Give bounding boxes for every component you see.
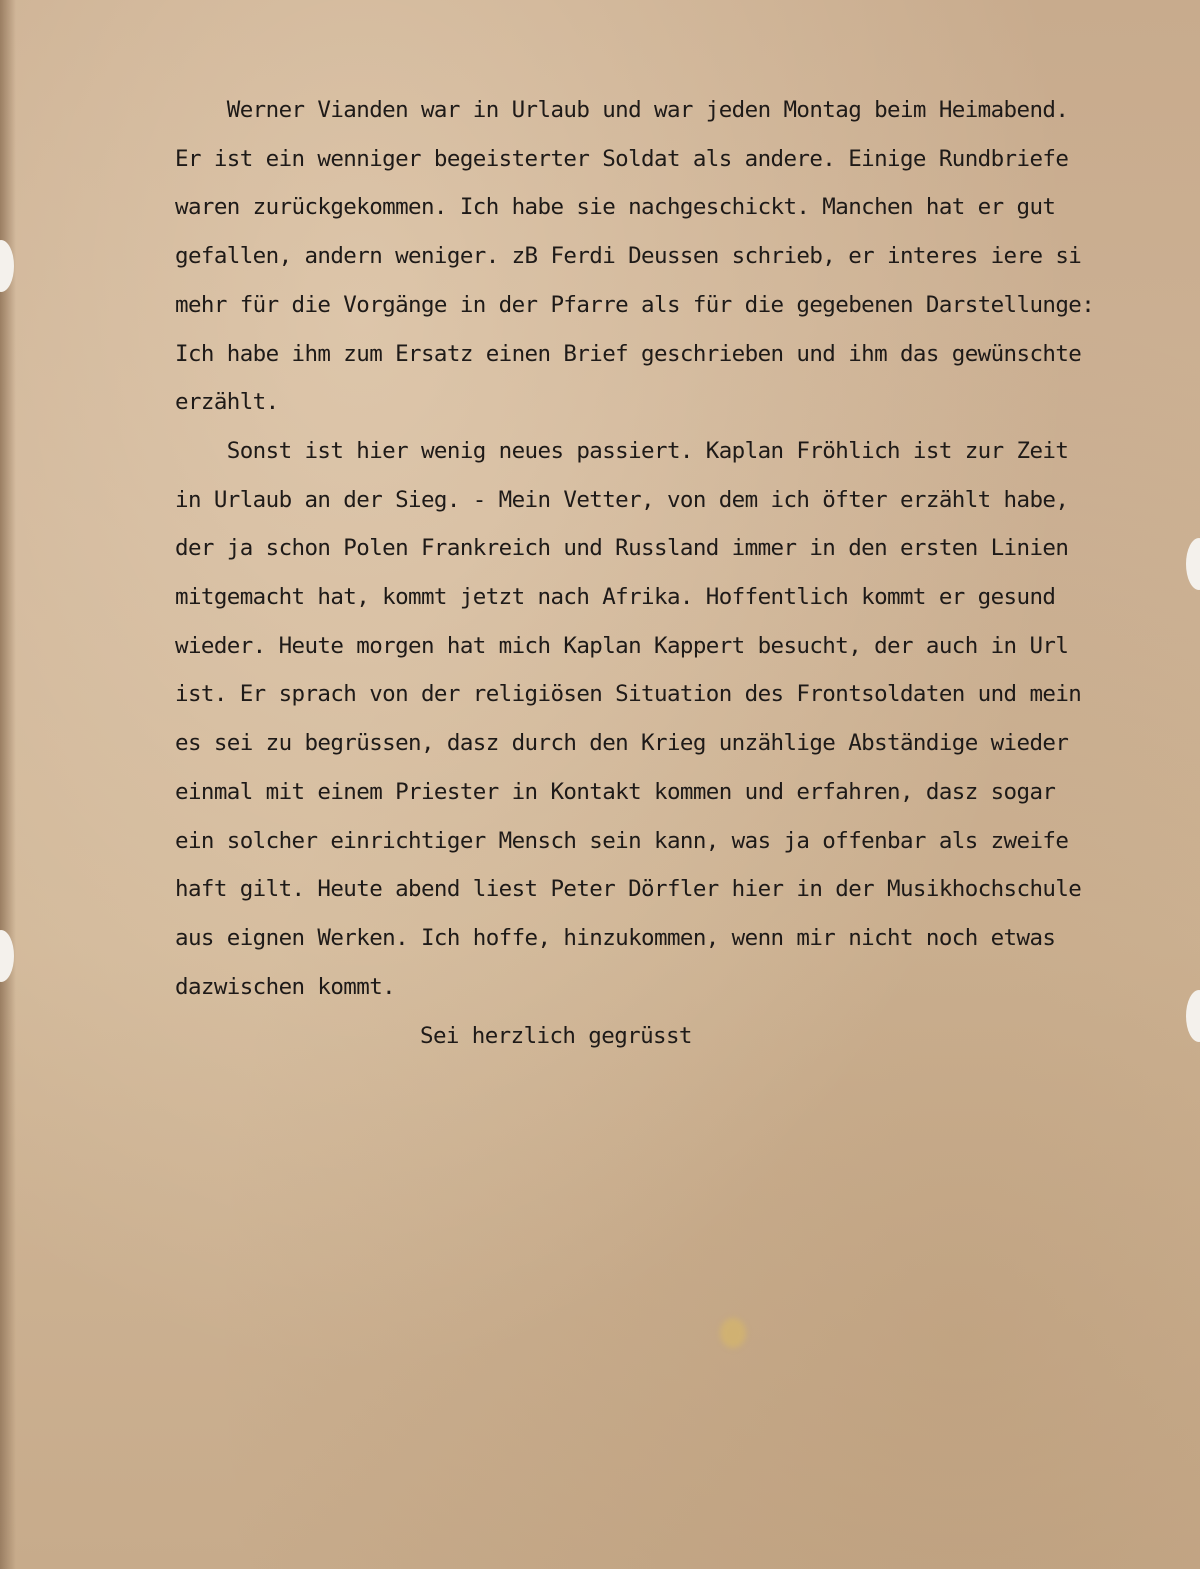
text-line: der ja schon Polen Frankreich und Russland immer in den ersten Linien (175, 535, 1069, 562)
text-line: Sonst ist hier wenig neues passiert. Kaplan Fröhlich ist zur Zeit (175, 437, 1069, 464)
text-line: ein solcher einrichtiger Mensch sein kann, was ja offenbar als zweife (175, 827, 1069, 854)
text-line: aus eignen Werken. Ich hoffe, hinzukommen, wenn mir nicht noch etwas (175, 924, 1056, 951)
text-line: in Urlaub an der Sieg. - Mein Vetter, von dem ich öfter erzählt habe, (175, 486, 1069, 513)
letter-body (175, 86, 1175, 1011)
text-line: gefallen, andern weniger. zB Ferdi Deussen schrieb, er interes iere si (175, 243, 1082, 270)
text-line: Ich habe ihm zum Ersatz einen Brief geschrieben und ihm das gewünschte (175, 340, 1082, 367)
text-line: waren zurückgekommen. Ich habe sie nachgeschickt. Manchen hat er gut (175, 194, 1056, 221)
text-line: wieder. Heute morgen hat mich Kaplan Kappert besucht, der auch in Url (175, 632, 1069, 659)
text-line: haft gilt. Heute abend liest Peter Dörfler hier in der Musikhochschule (175, 876, 1082, 903)
text-line: mehr für die Vorgänge in der Pfarre als für die gegebenen Darstellunge: (175, 291, 1095, 318)
text-line: ist. Er sprach von der religiösen Situation des Frontsoldaten und mein (175, 681, 1082, 708)
text-line: es sei zu begrüssen, dasz durch den Krieg unzählige Abständige wieder (175, 730, 1069, 757)
punch-hole (1186, 990, 1200, 1042)
paper-stain (720, 1318, 746, 1348)
paper-edge (0, 0, 16, 1569)
text-line: dazwischen kommt. (175, 973, 396, 1000)
punch-hole (1186, 538, 1200, 590)
text-line: Er ist ein wenniger begeisterter Soldat als andere. Einige Rundbriefe (175, 145, 1069, 172)
closing-greeting: Sei herzlich gegrüsst (420, 1023, 692, 1049)
text-line: mitgemacht hat, kommt jetzt nach Afrika. Hoffentlich kommt er gesund (175, 584, 1056, 611)
text-line: erzählt. (175, 389, 279, 416)
text-line: einmal mit einem Priester in Kontakt kommen und erfahren, dasz sogar (175, 778, 1056, 805)
text-line: Werner Vianden war in Urlaub und war jeden Montag beim Heimabend. (175, 97, 1069, 123)
